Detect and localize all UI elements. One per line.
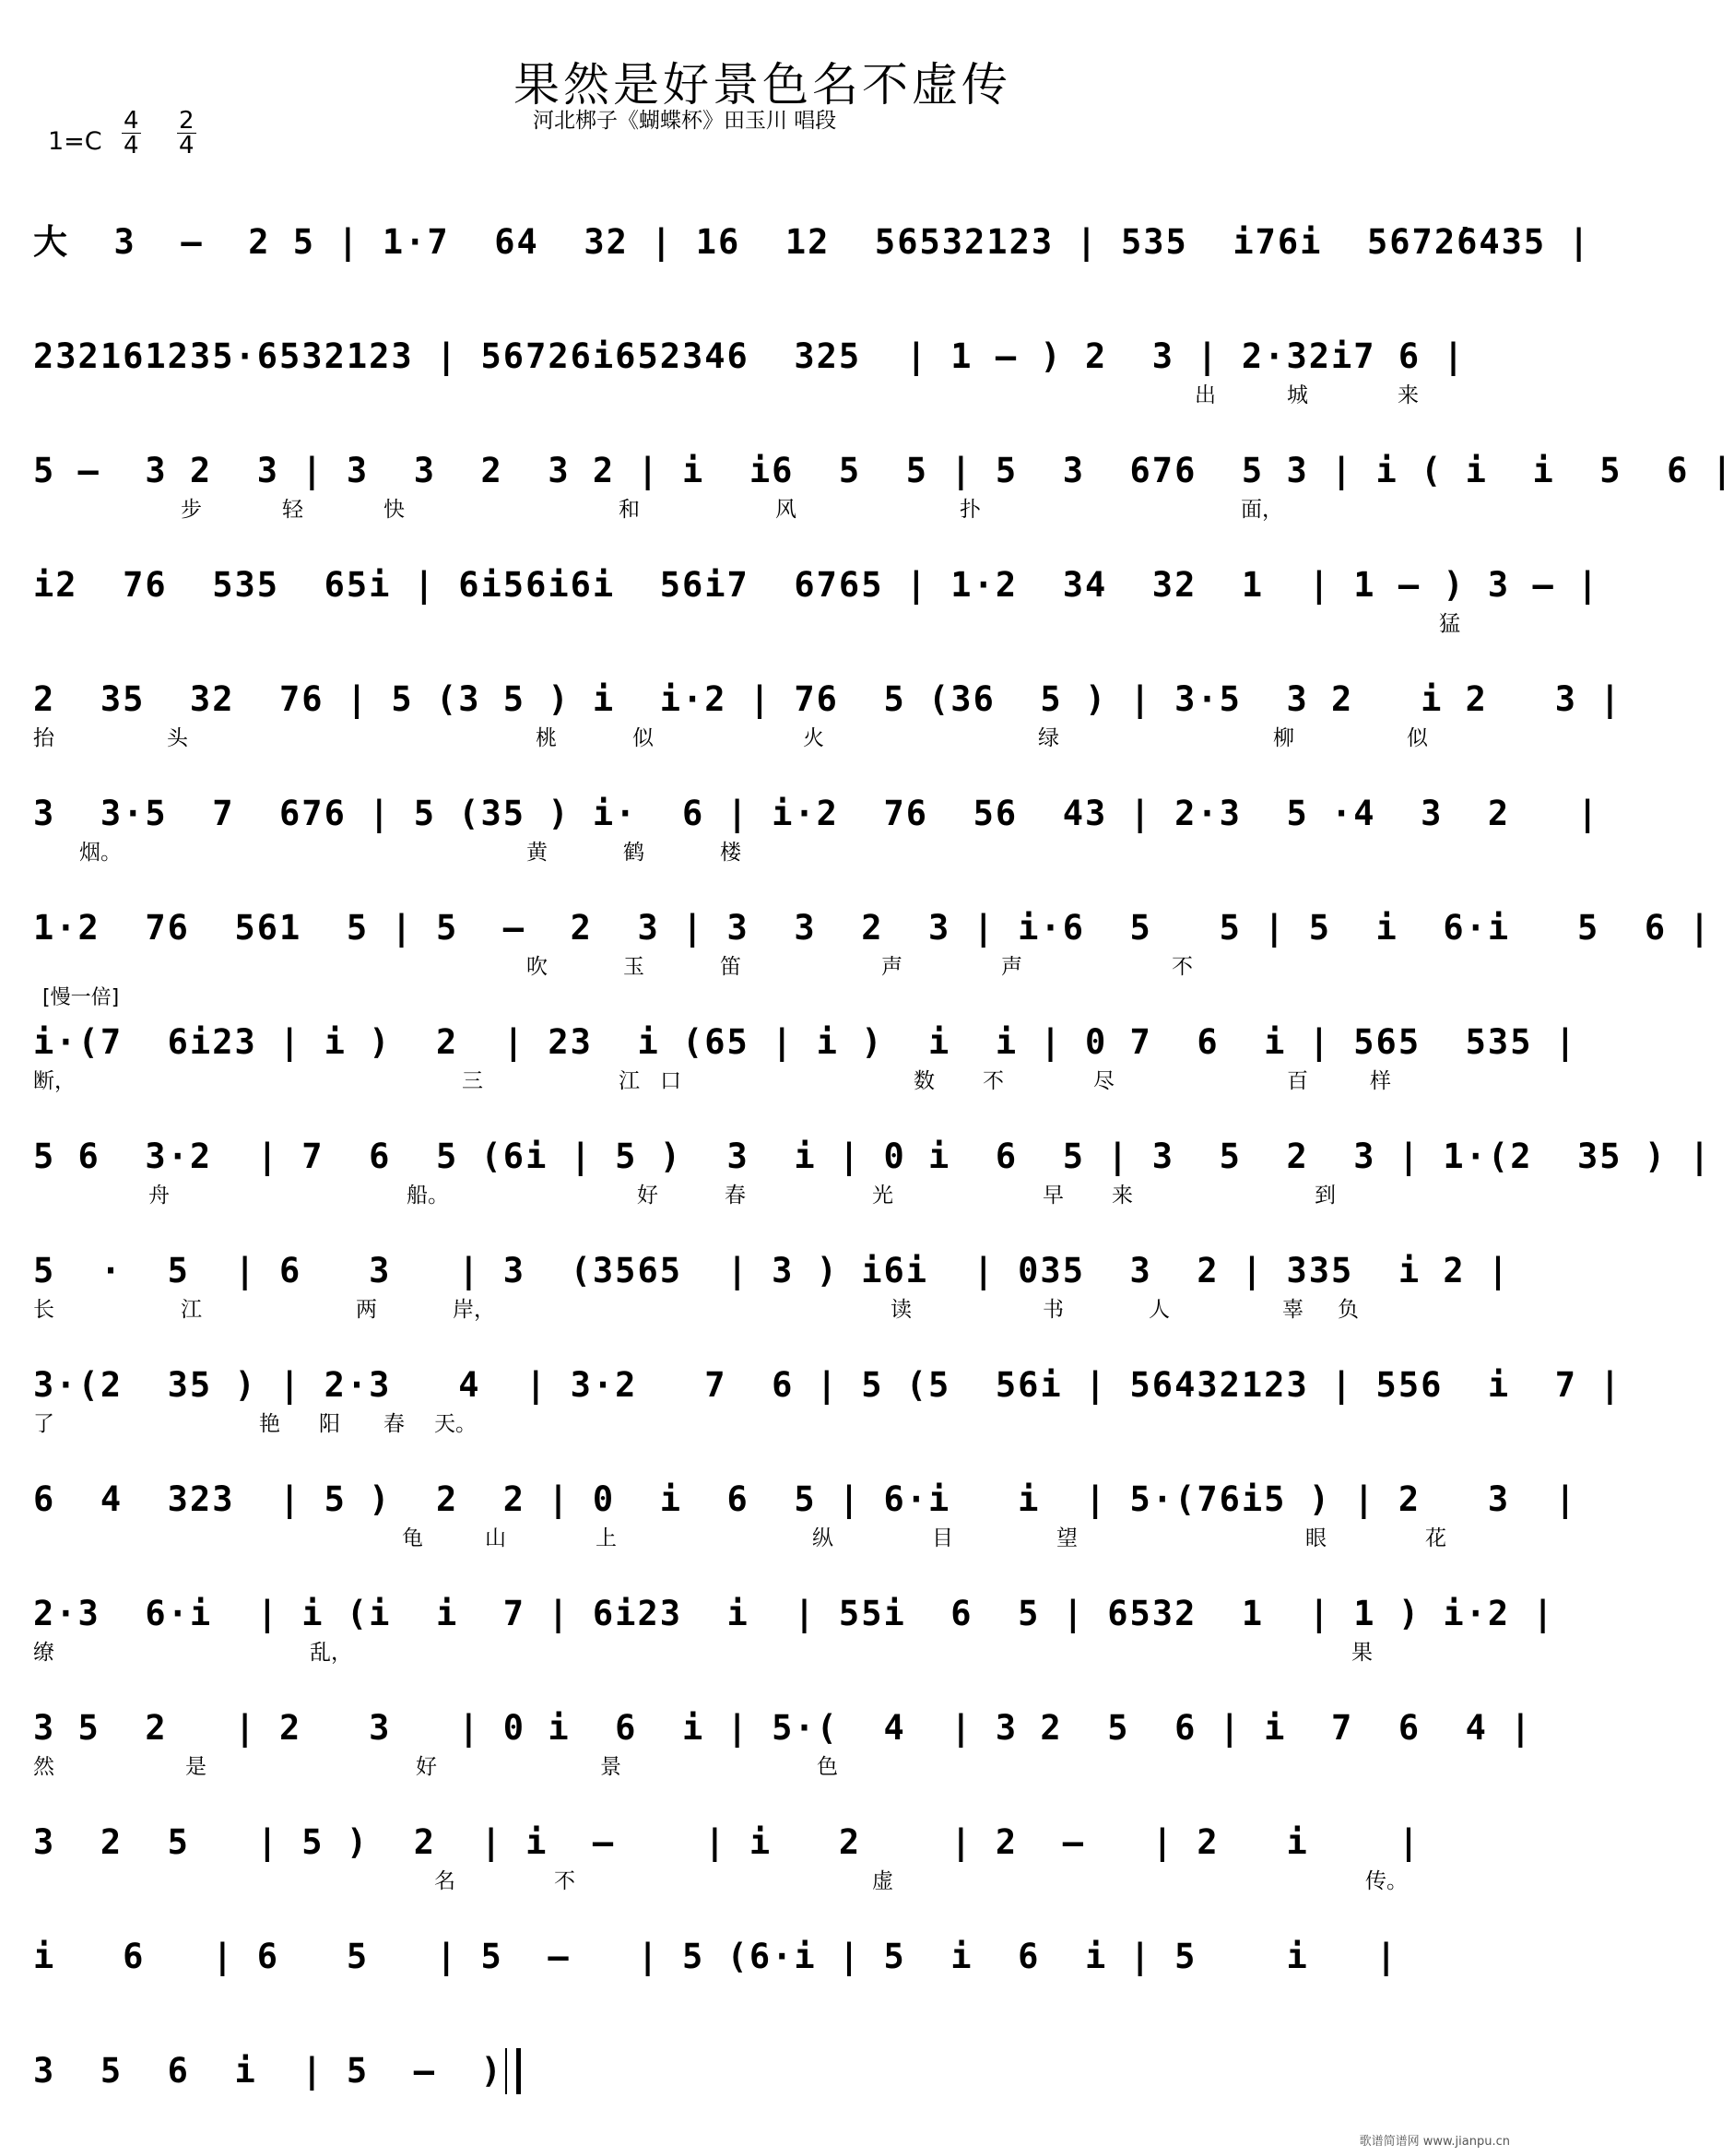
- lyrics-line: [33, 725, 1495, 754]
- lyric-char: 是: [185, 1755, 206, 1779]
- lyric-char: 来: [1398, 383, 1419, 407]
- time-signature-2-4: [177, 109, 196, 158]
- lyric-char: 眼: [1305, 1526, 1327, 1550]
- lyric-char: 似: [632, 726, 654, 750]
- notation-line: 1·2 76 561 5 | 5 – 2 3 | 3 3 2 3 | i·6 5 5 | 5 i 6·i 5 6 |: [33, 908, 1712, 948]
- lyric-char: 快: [383, 498, 405, 522]
- lyric-char: 负: [1338, 1298, 1359, 1322]
- lyric-char: 阳: [319, 1412, 340, 1436]
- lyric-char: 天。: [434, 1412, 477, 1436]
- lyric-char: 绿: [1038, 726, 1059, 750]
- lyric-char: 数: [914, 1069, 935, 1093]
- lyric-char: 目: [932, 1526, 953, 1550]
- lyric-char: 色: [817, 1755, 838, 1779]
- lyrics-line: [33, 610, 1495, 640]
- lyrics-line: [33, 496, 1495, 525]
- lyric-char: 山: [485, 1526, 506, 1550]
- lyric-char: 尽: [1093, 1069, 1115, 1093]
- lyric-char: 口: [660, 1069, 681, 1093]
- lyric-char: 烟。: [79, 841, 122, 865]
- lyrics-line: [33, 1182, 1495, 1211]
- lyric-char: 似: [1407, 726, 1428, 750]
- lyric-char: 轻: [282, 498, 303, 522]
- lyric-char: 扑: [960, 498, 981, 522]
- notation-line: 232161235·6532123 | 56726i652346 325 | 1 – ) 2 3 | 2·32i7 6 |: [33, 336, 1466, 376]
- lyric-char: 上: [596, 1526, 617, 1550]
- lyric-char: 人: [1149, 1298, 1170, 1322]
- lyrics-line: [33, 382, 1495, 411]
- lyrics-line: [33, 839, 1495, 868]
- lyric-char: 江: [181, 1298, 202, 1322]
- lyric-char: 样: [1370, 1069, 1391, 1093]
- lyric-char: 鹤: [623, 841, 644, 865]
- lyric-char: 面，: [1241, 498, 1283, 522]
- lyric-char: 好: [637, 1184, 658, 1208]
- lyric-char: 黄: [526, 841, 548, 865]
- lyric-char: 出: [1195, 383, 1216, 407]
- subtitle: 河北梆子《蝴蝶杯》田玉川 唱段: [533, 109, 837, 133]
- notation-line: 2 35 32 76 | 5 (3 5 ) i i·2 | 76 5 (36 5 ) | 3·5 3 2 i 2 3 |: [33, 679, 1622, 719]
- lyrics-line: [33, 1867, 1495, 1897]
- lyric-char: 不: [1172, 955, 1193, 979]
- notation-line: i 6 | 6 5 | 5 – | 5 (6·i | 5 i 6 i | 5 i |: [33, 1937, 1398, 1976]
- lyrics-line: [33, 2096, 1495, 2126]
- meter-numerator: 4: [124, 107, 139, 135]
- lyric-char: 书: [1043, 1298, 1064, 1322]
- lyric-char: 龟: [402, 1526, 423, 1550]
- final-barline: [505, 2048, 521, 2094]
- lyric-char: 风: [775, 498, 796, 522]
- lyric-char: 果: [1351, 1641, 1373, 1665]
- lyric-char: 声: [1001, 955, 1022, 979]
- lyrics-line: [33, 1639, 1495, 1668]
- notation-line: 5 – 3 2 3 | 3 3 2 3 2 | i i6 5 5 | 5 3 676 5 3 | i ( i i 5 6 |: [33, 451, 1734, 490]
- notation-line: 3·(2 35 ) | 2·3 4 | 3·2 7 6 | 5 (5 56i | 56432123 | 556 i 7 |: [33, 1365, 1622, 1405]
- lyric-char: 名: [434, 1869, 455, 1893]
- lyric-char: 柳: [1273, 726, 1294, 750]
- lyric-char: 不: [983, 1069, 1004, 1093]
- watermark: 歌谱简谱网 www.jianpu.cn: [1359, 2135, 1510, 2149]
- lyric-char: 舟: [148, 1184, 170, 1208]
- lyrics-line: [33, 1525, 1495, 1554]
- lyric-char: 来: [1112, 1184, 1133, 1208]
- meter-denominator: 4: [124, 132, 139, 159]
- lyric-char: 抬: [33, 726, 54, 750]
- lyric-char: 笛: [720, 955, 741, 979]
- lyric-char: 两: [356, 1298, 377, 1322]
- notation-line: 3 2 5 | 5 ) 2 | i – | i 2 | 2 – | 2 i |: [33, 1822, 1421, 1862]
- tempo-marker: [慢一倍]: [42, 986, 120, 1009]
- lyric-char: 和: [619, 498, 640, 522]
- lyric-char: 传。: [1365, 1869, 1408, 1893]
- lyric-char: 早: [1043, 1184, 1064, 1208]
- lyric-char: 缭: [33, 1641, 54, 1665]
- lyric-char: 然: [33, 1755, 54, 1779]
- lyrics-line: [33, 1296, 1495, 1325]
- notation-line: 2·3 6·i | i (i i 7 | 6i23 i | 55i 6 5 | 6532 1 | 1 ) i·2 |: [33, 1594, 1555, 1633]
- lyric-char: 辜: [1282, 1298, 1303, 1322]
- lyrics-line: [33, 1067, 1495, 1097]
- lyric-char: 乱，: [310, 1641, 352, 1665]
- notation-line: 6 4 323 | 5 ) 2 2 | 0 i 6 5 | 6·i i | 5·(76i5 ) | 2 3 |: [33, 1479, 1578, 1519]
- lyric-char: 吹: [526, 955, 548, 979]
- lyric-char: 步: [181, 498, 202, 522]
- lyric-char: 望: [1056, 1526, 1078, 1550]
- lyrics-line: [33, 1410, 1495, 1440]
- lyric-char: 楼: [720, 841, 741, 865]
- lyrics-line: [33, 953, 1495, 983]
- lyric-char: 船。: [407, 1184, 449, 1208]
- notation-line: 大 3 – 2 5 | 1·7 64 32 | 16 12 56532123 | 535 i76i 5672̇6435 |: [33, 222, 1591, 262]
- lyric-char: 读: [891, 1298, 912, 1322]
- lyric-char: 光: [872, 1184, 893, 1208]
- lyric-char: 火: [803, 726, 824, 750]
- lyric-char: 桃: [536, 726, 557, 750]
- notation-line: 5 · 5 | 6 3 | 3 (3565 | 3 ) i6i | 035 3 2 | 335 i 2 |: [33, 1251, 1511, 1290]
- lyric-char: 春: [383, 1412, 405, 1436]
- lyric-char: 到: [1315, 1184, 1336, 1208]
- lyric-char: 岸，: [453, 1298, 495, 1322]
- lyric-char: 声: [881, 955, 902, 979]
- lyrics-line: [33, 1982, 1495, 2011]
- notation-line: i·(7 6i23 | i ) 2 | 23 i (65 | i ) i i | 0 7 6 i | 565 535 |: [33, 1022, 1578, 1062]
- lyric-char: 头: [167, 726, 188, 750]
- lyric-char: 春: [725, 1184, 746, 1208]
- lyric-char: 好: [416, 1755, 437, 1779]
- lyric-char: 猛: [1439, 612, 1460, 636]
- lyric-char: 景: [600, 1755, 621, 1779]
- lyric-char: 江: [619, 1069, 640, 1093]
- notation-line: i2 76 535 65i | 6i56i6i 56i7 6765 | 1·2 34 32 1 | 1 – ) 3 – |: [33, 565, 1600, 605]
- lyric-char: 虚: [872, 1869, 893, 1893]
- notation-line: 3 5 2 | 2 3 | 0 i 6 i | 5·( 4 | 3 2 5 6 | i 7 6 4 |: [33, 1708, 1533, 1748]
- lyrics-line: [33, 267, 1495, 297]
- lyric-char: 花: [1425, 1526, 1446, 1550]
- lyric-char: 城: [1287, 383, 1308, 407]
- page-title: 果然是好景色名不虚传: [513, 58, 1011, 112]
- time-signature-4-4: [122, 109, 141, 158]
- lyric-char: 三: [462, 1069, 483, 1093]
- lyric-char: 艳: [259, 1412, 280, 1436]
- lyric-char: 了: [33, 1412, 54, 1436]
- lyric-char: 玉: [623, 955, 644, 979]
- lyrics-line: [33, 1753, 1495, 1783]
- meter-denominator: 4: [179, 132, 195, 159]
- lyric-char: 百: [1287, 1069, 1308, 1093]
- notation-line: 3 5 6 i | 5 – ): [33, 2051, 503, 2091]
- notation-line: 3 3·5 7 676 | 5 (35 ) i· 6 | i·2 76 56 43 | 2·3 5 ·4 3 2 |: [33, 794, 1600, 833]
- notation-line: 5 6 3·2 | 7 6 5 (6i | 5 ) 3 i | 0 i 6 5 | 3 5 2 3 | 1·(2 35 ) |: [33, 1137, 1712, 1176]
- lyric-char: 长: [33, 1298, 54, 1322]
- key-signature: 1=C: [48, 127, 102, 156]
- lyric-char: 不: [554, 1869, 575, 1893]
- lyric-char: 断，: [33, 1069, 76, 1093]
- meter-numerator: 2: [179, 107, 195, 135]
- lyric-char: 纵: [812, 1526, 833, 1550]
